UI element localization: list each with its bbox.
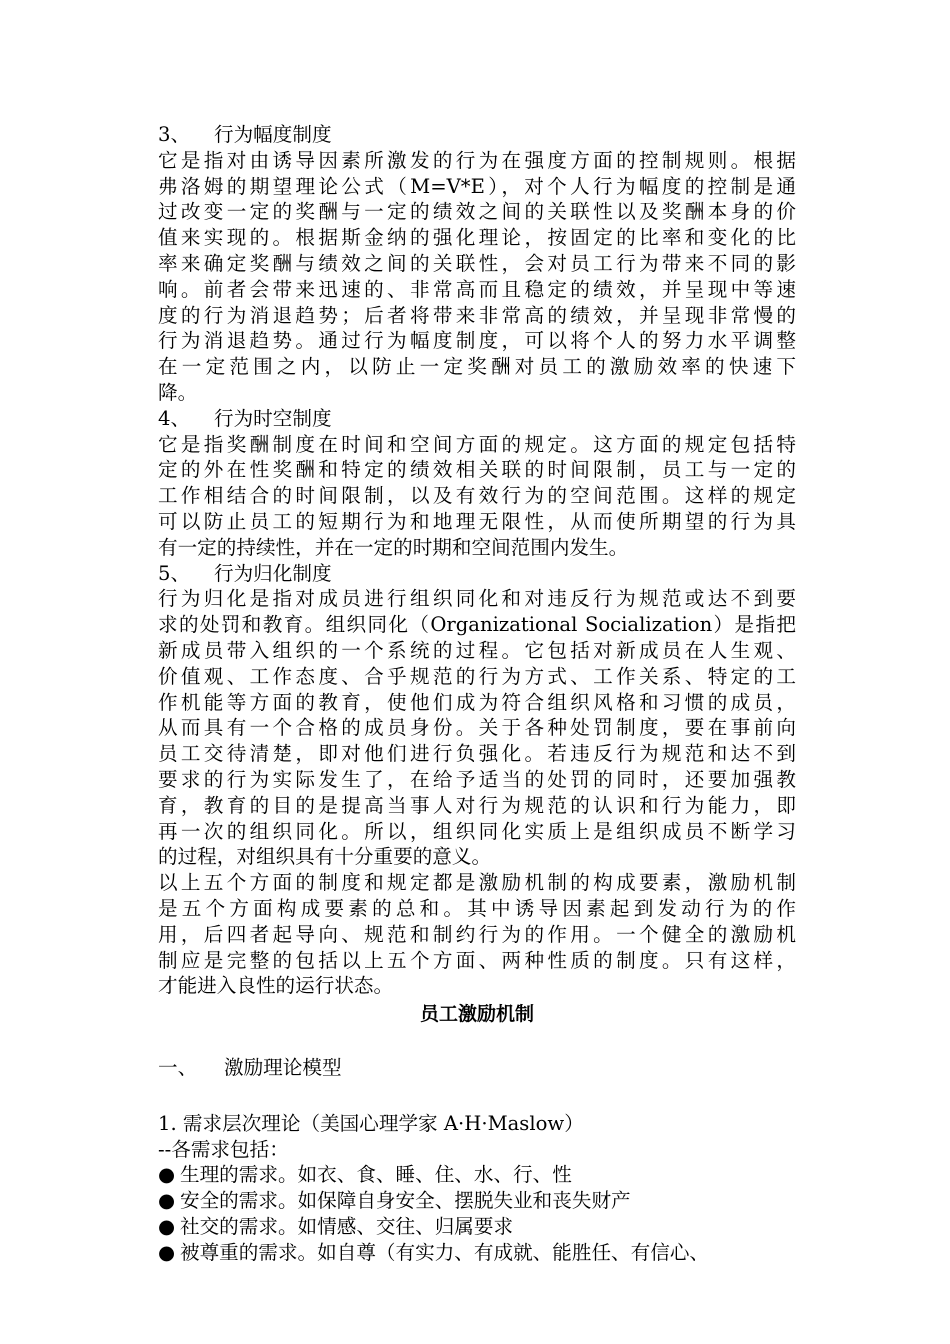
bullet-icon: ●	[158, 1215, 176, 1239]
paragraph-line: 在一定范围之内，以防止一定奖酬对员工的激励效率的快速下	[158, 355, 796, 379]
paragraph-line: 育，教育的目的是提高当事人对行为规范的认识和行为能力，即	[158, 793, 796, 817]
section-4-paragraph	[158, 432, 796, 561]
paragraph-line: 工作相结合的时间限制，以及有效行为的空间范围。这样的规定	[158, 484, 796, 508]
paragraph-line: 价值观、工作态度、合乎规范的行为方式、工作关系、特定的工	[158, 664, 796, 688]
section-4-heading	[158, 406, 796, 432]
bullet-icon: ●	[158, 1163, 176, 1187]
paragraph-line: 的过程，对组织具有十分重要的意义。	[158, 845, 492, 869]
document-page	[158, 122, 796, 1266]
list-item-text: 社交的需求。如情感、交往、归属要求	[180, 1215, 514, 1239]
section-4-title: 行为时空制度	[214, 406, 332, 430]
paragraph-line: 它是指对由诱导因素所激发的行为在强度方面的控制规则。根据	[158, 148, 796, 172]
list-item	[158, 1188, 796, 1214]
paragraph-line: 弗洛姆的期望理论公式（M=V*E），对个人行为幅度的控制是通	[158, 174, 796, 198]
paragraph-line: 它是指奖酬制度在时间和空间方面的规定。这方面的规定包括特	[158, 432, 796, 456]
paragraph-line: 过改变一定的奖酬与一定的绩效之间的关联性以及奖酬本身的价	[158, 200, 796, 224]
section-5-paragraph	[158, 586, 796, 870]
paragraph-line: 行为消退趋势。通过行为幅度制度，可以将个人的努力水平调整	[158, 329, 796, 353]
paragraph-line: 新成员带入组织的一个系统的过程。它包括对新成员在人生观、	[158, 638, 796, 662]
paragraph-line: 以上五个方面的制度和规定都是激励机制的构成要素，激励机制	[158, 871, 796, 895]
section-5-heading	[158, 561, 796, 587]
part-1-number: 一、	[158, 1056, 198, 1080]
section-3-title: 行为幅度制度	[214, 123, 332, 146]
paragraph-line: 从而具有一个合格的成员身份。关于各种处罚制度，要在事前向	[158, 716, 796, 740]
spacer	[158, 1029, 796, 1055]
section-3-paragraph	[158, 148, 796, 406]
paragraph-line: 有一定的持续性，并在一定的时期和空间范围内发生。	[158, 535, 629, 559]
list-item	[158, 1162, 796, 1188]
list-item-text: 被尊重的需求。如自尊（有实力、有成就、能胜任、有信心、	[180, 1240, 710, 1264]
paragraph-line: 再一次的组织同化。所以，组织同化实质上是组织成员不断学习	[158, 819, 796, 843]
part-1-heading	[158, 1055, 796, 1081]
paragraph-line: 用，后四者起导向、规范和制约行为的作用。一个健全的激励机	[158, 922, 796, 946]
spacer	[158, 1081, 796, 1111]
bullet-icon: ●	[158, 1189, 176, 1213]
list-item	[158, 1240, 796, 1266]
theory-1-intro: --各需求包括：	[158, 1137, 289, 1161]
paragraph-line: 度的行为消退趋势；后者将带来非常高的绩效，并呈现非常慢的	[158, 303, 796, 327]
paragraph-line: 要求的行为实际发生了，在给予适当的处罚的同时，还要加强教	[158, 767, 796, 791]
paragraph-line: 率来确定奖酬与绩效之间的关联性，会对员工行为带来不同的影	[158, 251, 796, 275]
paragraph-line: 员工交待清楚，即对他们进行负强化。若违反行为规范和达不到	[158, 742, 796, 766]
paragraph-line: 才能进入良性的运行状态。	[158, 974, 394, 998]
paragraph-line: 作机能等方面的教育，使他们成为符合组织风格和习惯的成员，	[158, 690, 796, 714]
chapter-title: 员工激励机制	[419, 1003, 534, 1026]
section-3-heading	[158, 122, 796, 148]
theory-1-title: 1. 需求层次理论（美国心理学家 A·H·Maslow）	[158, 1111, 584, 1135]
part-1-title: 激励理论模型	[224, 1056, 342, 1080]
section-4-number: 4、	[158, 406, 191, 430]
section-5-number: 5、	[158, 561, 191, 585]
list-item-text: 生理的需求。如衣、食、睡、住、水、行、性	[180, 1163, 572, 1187]
paragraph-line: 降。	[158, 380, 198, 404]
paragraph-line: 是五个方面构成要素的总和。其中诱导因素起到发动行为的作	[158, 896, 796, 920]
paragraph-line: 值来实现的。根据斯金纳的强化理论，按固定的比率和变化的比	[158, 226, 796, 250]
list-item	[158, 1214, 796, 1240]
needs-list	[158, 1162, 796, 1265]
section-3-number: 3、	[158, 123, 191, 146]
section-5-title: 行为归化制度	[214, 561, 332, 585]
paragraph-line: 制应是完整的包括以上五个方面、两种性质的制度。只有这样，	[158, 948, 796, 972]
list-item-text: 安全的需求。如保障自身安全、摆脱失业和丧失财产	[180, 1189, 631, 1213]
paragraph-line: 定的外在性奖酬和特定的绩效相关联的时间限制，员工与一定的	[158, 458, 796, 482]
paragraph-line: 行为归化是指对成员进行组织同化和对违反行为规范或达不到要	[158, 587, 796, 611]
paragraph-line: 求的处罚和教育。组织同化（Organizational Socialization）是指把	[158, 613, 796, 637]
paragraph-line: 可以防止员工的短期行为和地理无限性，从而使所期望的行为具	[158, 509, 796, 533]
summary-paragraph	[158, 870, 796, 999]
paragraph-line: 响。前者会带来迅速的、非常高而且稳定的绩效，并呈现中等速	[158, 277, 796, 301]
bullet-icon: ●	[158, 1240, 176, 1264]
